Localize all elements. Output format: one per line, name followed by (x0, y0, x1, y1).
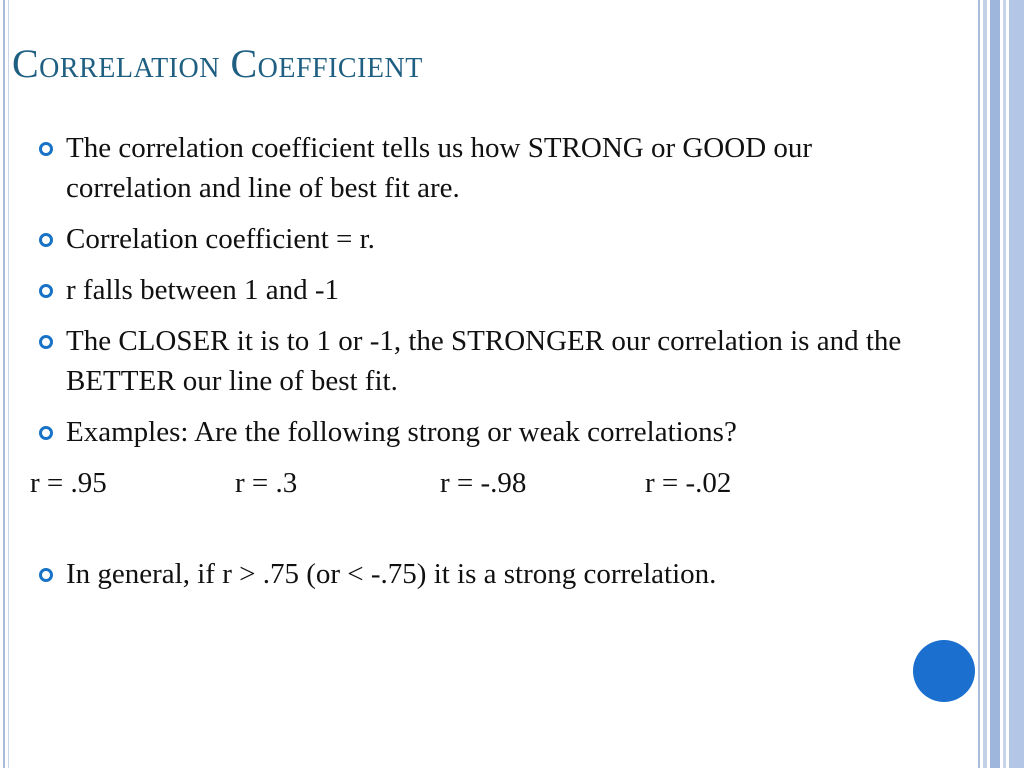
bullet-text: The correlation coefficient tells us how STRONG or GOOD our correlation and line of best fit are. (66, 132, 813, 204)
bullet-circle-icon (39, 568, 53, 582)
bullet-circle-icon (39, 142, 53, 156)
bullet-item (36, 270, 936, 310)
example-value: r = -.98 (440, 467, 527, 499)
right-decorative-stripes (978, 0, 1024, 768)
bullet-item (36, 412, 936, 452)
bullet-item (36, 128, 936, 208)
example-value: r = .95 (30, 467, 107, 499)
bullet-circle-icon (39, 426, 53, 440)
stripe (978, 0, 980, 768)
bullet-text: Correlation coefficient = r. (66, 223, 375, 255)
examples-row (30, 463, 936, 503)
bullet-circle-icon (39, 335, 53, 349)
slide-content (30, 128, 936, 605)
bullet-text: Examples: Are the following strong or weak correlations? (66, 416, 737, 448)
bullet-item (36, 219, 936, 259)
bullet-text: The CLOSER it is to 1 or -1, the STRONGER our correlation is and the BETTER our line of best fit. (66, 325, 902, 397)
stripe (983, 0, 987, 768)
bullet-text: In general, if r > .75 (or < -.75) it is a strong correlation. (66, 558, 717, 590)
bullet-text: r falls between 1 and -1 (66, 274, 339, 306)
bullet-item (36, 554, 936, 594)
stripe (990, 0, 1000, 768)
stripe (1003, 0, 1006, 768)
example-value: r = -.02 (645, 467, 732, 499)
example-value: r = .3 (235, 467, 298, 499)
stripe (1009, 0, 1024, 768)
bullet-circle-icon (39, 284, 53, 298)
bullet-item (36, 321, 936, 401)
left-border-line-inner (8, 0, 9, 768)
spacer (36, 503, 936, 543)
bullet-circle-icon (39, 233, 53, 247)
decorative-circle (913, 640, 975, 702)
slide-title: Correlation Coefficient (12, 41, 423, 86)
left-border-line (3, 0, 5, 768)
